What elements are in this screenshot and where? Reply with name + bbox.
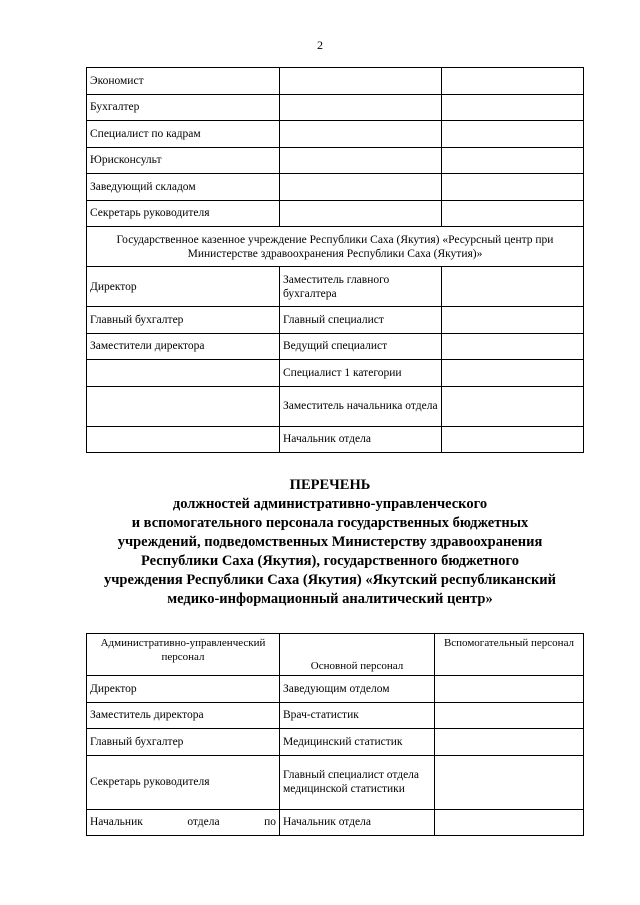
position-cell: Юрисконсульт [87,147,280,174]
admin-cell: Главный бухгалтер [87,307,280,334]
main-cell: Врач-статистик [280,702,435,729]
table-row [87,426,584,453]
admin-column-header: Административно-управленческий персонал [87,634,280,676]
page-number: 2 [317,38,323,52]
main-cell: Начальник отдела [280,809,435,836]
table-row [87,307,584,334]
table-row [87,200,584,227]
heading-line: и вспомогательного персонала государственных бюджетных [131,515,529,531]
main-column-header: Основной персонал [280,634,435,676]
main-cell: Заведующим отделом [280,676,435,703]
admin-cell [87,426,280,453]
main-cell: Медицинский статистик [280,729,435,756]
table-row [87,755,584,809]
heading-line: учреждений, подведомственных Министерству здравоохранения [117,534,543,550]
positions-table [86,633,584,836]
admin-word: Начальник [90,816,143,829]
admin-word: по [264,816,276,829]
institution-title-row [87,227,584,267]
position-cell: Секретарь руководителя [87,200,280,227]
admin-cell: Заместитель директора [87,702,280,729]
heading-title: ПЕРЕЧЕНЬ [289,477,371,493]
heading-line: Республики Саха (Якутия), государственного бюджетного [141,553,519,569]
table-row [87,386,584,426]
list-heading [60,476,600,609]
admin-cell: Директор [87,676,280,703]
table-header-row [87,634,584,676]
position-cell: Бухгалтер [87,94,280,121]
table-row [87,702,584,729]
heading-line: должностей административно-управленческого [172,496,488,512]
table-row [87,174,584,201]
institution-title: Государственное казенное учреждение Республики Саха (Якутия) «Ресурсный центр при Министерстве здравоохранения Республики Саха (Якутия)» [87,227,584,267]
admin-cell: Заместители директора [87,333,280,360]
admin-cell [87,809,280,836]
position-cell: Специалист по кадрам [87,121,280,148]
table-row [87,809,584,836]
main-cell: Специалист 1 категории [280,360,442,387]
main-cell: Ведущий специалист [280,333,442,360]
positions-table-continued [86,67,584,453]
admin-cell: Главный бухгалтер [87,729,280,756]
table-row [87,147,584,174]
table-row [87,729,584,756]
main-cell: Начальник отдела [280,426,442,453]
admin-cell [87,386,280,426]
heading-line: медико-информационный аналитический центр» [167,591,493,607]
main-cell: Заместитель начальника отдела [280,386,442,426]
admin-word: отдела [187,816,220,829]
admin-cell: Директор [87,267,280,307]
position-cell: Заведующий складом [87,174,280,201]
table-row [87,267,584,307]
admin-cell [87,360,280,387]
heading-line: учреждения Республики Саха (Якутия) «Якутский республиканский [103,572,557,588]
aux-column-header: Вспомогательный персонал [435,634,584,676]
main-cell: Главный специалист [280,307,442,334]
position-cell: Экономист [87,68,280,95]
table-row [87,94,584,121]
table-row [87,360,584,387]
table-row [87,121,584,148]
admin-cell: Секретарь руководителя [87,755,280,809]
main-cell: Заместитель главного бухгалтера [280,267,442,307]
table-row [87,676,584,703]
main-cell: Главный специалист отдела медицинской статистики [280,755,435,809]
table-row [87,333,584,360]
table-row [87,68,584,95]
